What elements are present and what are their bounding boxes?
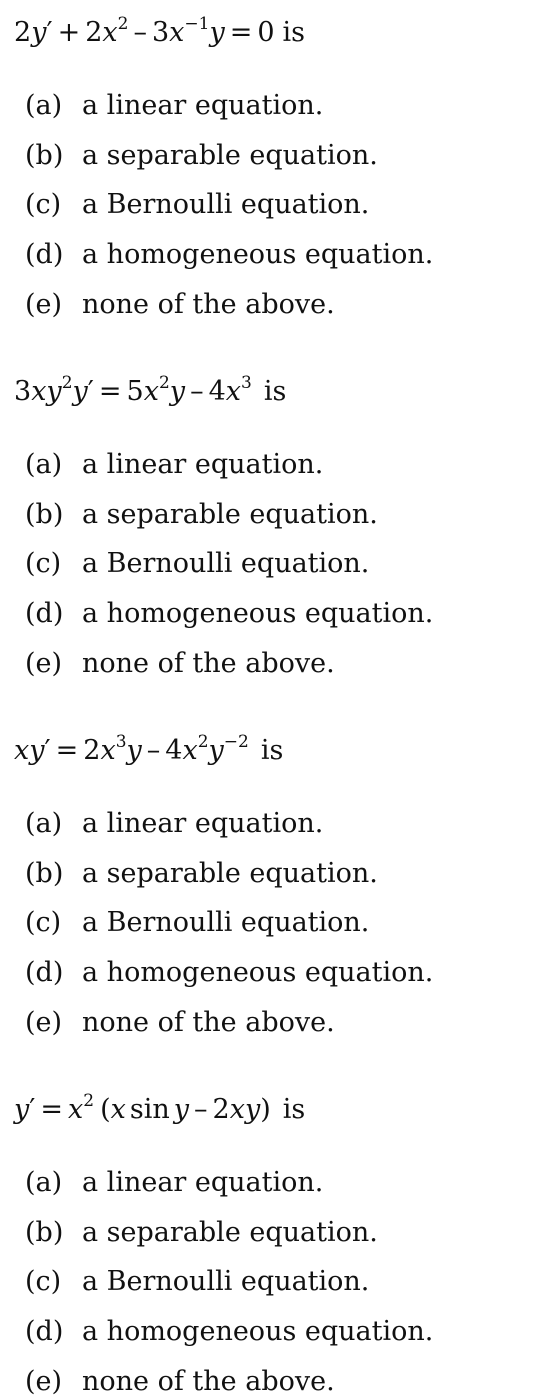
option-letter: (d)	[25, 957, 64, 988]
question-4-option-a[interactable]	[0, 1165, 560, 1201]
option-letter: (c)	[25, 548, 62, 579]
option-text: none of the above.	[82, 1007, 335, 1038]
option-letter: (a)	[25, 449, 63, 480]
question-1-option-d[interactable]	[0, 237, 560, 273]
option-text: a homogeneous equation.	[82, 598, 434, 629]
option-letter: (b)	[25, 140, 64, 171]
question-1-stem	[14, 15, 305, 51]
option-letter: (e)	[25, 648, 63, 679]
option-letter: (e)	[25, 1007, 63, 1038]
option-letter: (d)	[25, 598, 64, 629]
question-3-option-e[interactable]	[0, 1005, 560, 1041]
option-text: a separable equation.	[82, 858, 378, 889]
question-3-equation: $xy' = 2x^3y - 4x^2y^{-2}$	[14, 732, 249, 766]
option-text: a homogeneous equation.	[82, 957, 434, 988]
option-letter: (a)	[25, 1167, 63, 1198]
option-text: a separable equation.	[82, 499, 378, 530]
question-1-option-c[interactable]	[0, 187, 560, 223]
question-3-option-b[interactable]	[0, 856, 560, 892]
option-text: none of the above.	[82, 1366, 335, 1397]
option-letter: (c)	[25, 907, 62, 938]
option-letter: (d)	[25, 1316, 64, 1347]
option-text: a Bernoulli equation.	[82, 548, 370, 579]
option-letter: (a)	[25, 808, 63, 839]
question-2-option-b[interactable]	[0, 497, 560, 533]
option-text: a linear equation.	[82, 449, 324, 480]
question-2-stem	[14, 374, 286, 410]
question-1-option-a[interactable]	[0, 88, 560, 124]
question-3-option-d[interactable]	[0, 955, 560, 991]
question-2-is: is	[263, 376, 287, 407]
question-1-equation: $2y' + 2x^2 - 3x^{-1}y = 0$	[14, 14, 275, 48]
question-3-stem	[14, 733, 283, 769]
question-4-option-c[interactable]	[0, 1264, 560, 1300]
option-letter: (b)	[25, 858, 64, 889]
question-3-option-a[interactable]	[0, 806, 560, 842]
option-letter: (c)	[25, 1266, 62, 1297]
option-text: a linear equation.	[82, 808, 324, 839]
option-text: none of the above.	[82, 648, 335, 679]
question-4-option-b[interactable]	[0, 1215, 560, 1251]
question-2-equation: $3xy^2y' = 5x^2y - 4x^3$	[14, 373, 252, 407]
question-4-equation: $y' = x^2$ (x sin y – 2xy)	[14, 1091, 271, 1125]
option-text: none of the above.	[82, 289, 335, 320]
option-letter: (d)	[25, 239, 64, 270]
question-3-is: is	[260, 735, 284, 766]
option-text: a separable equation.	[82, 1217, 378, 1248]
option-letter: (c)	[25, 189, 62, 220]
question-4-stem	[14, 1092, 305, 1128]
option-text: a homogeneous equation.	[82, 1316, 434, 1347]
question-1-option-b[interactable]	[0, 138, 560, 174]
option-letter: (a)	[25, 90, 63, 121]
option-text: a homogeneous equation.	[82, 239, 434, 270]
option-letter: (b)	[25, 499, 64, 530]
question-1-option-e[interactable]	[0, 287, 560, 323]
question-2-option-e[interactable]	[0, 646, 560, 682]
question-3-option-c[interactable]	[0, 905, 560, 941]
question-2-option-d[interactable]	[0, 596, 560, 632]
option-text: a linear equation.	[82, 1167, 324, 1198]
option-letter: (e)	[25, 1366, 63, 1397]
option-letter: (b)	[25, 1217, 64, 1248]
option-text: a separable equation.	[82, 140, 378, 171]
question-4-option-d[interactable]	[0, 1314, 560, 1350]
option-text: a Bernoulli equation.	[82, 1266, 370, 1297]
option-text: a linear equation.	[82, 90, 324, 121]
option-text: a Bernoulli equation.	[82, 189, 370, 220]
question-2-option-a[interactable]	[0, 447, 560, 483]
option-letter: (e)	[25, 289, 63, 320]
question-4-option-e[interactable]	[0, 1364, 560, 1400]
question-1-is: is	[282, 17, 306, 48]
question-2-option-c[interactable]	[0, 546, 560, 582]
question-4-is: is	[282, 1094, 306, 1125]
option-text: a Bernoulli equation.	[82, 907, 370, 938]
